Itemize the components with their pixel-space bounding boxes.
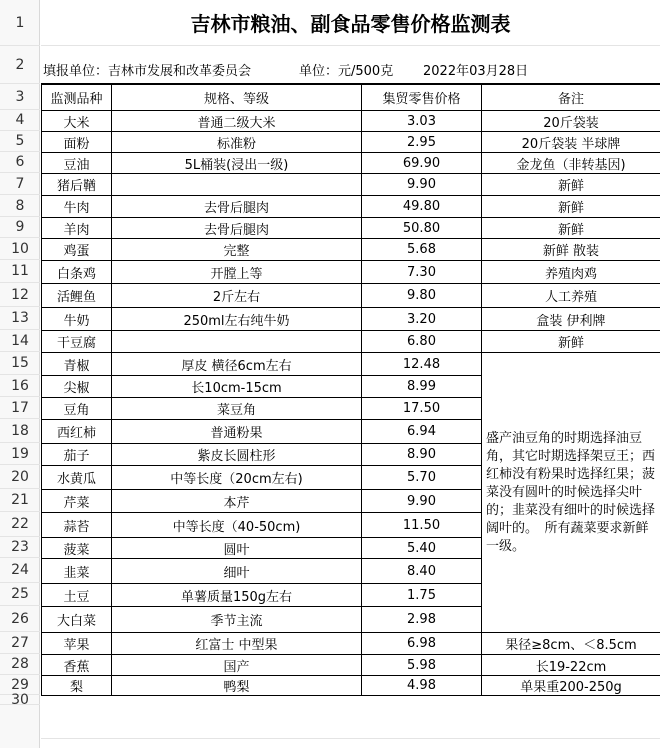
cell-price: 5.70 [362, 466, 482, 490]
row-number[interactable]: 7 [0, 173, 40, 195]
cell-spec: 完整 [112, 239, 362, 261]
page-title: 吉林市粮油、副食品零售价格监测表 [41, 0, 660, 46]
row-number[interactable]: 3 [0, 84, 40, 110]
header-note: 备注 [482, 85, 660, 111]
price-unit: 单位：元/500克 [299, 64, 394, 79]
row-number[interactable]: 2 [0, 46, 40, 84]
cell-spec: 2斤左右 [112, 284, 362, 308]
cell-price: 50.80 [362, 218, 482, 239]
row-number[interactable]: 6 [0, 152, 40, 173]
cell-price: 7.30 [362, 261, 482, 284]
cell-price: 8.40 [362, 559, 482, 584]
cell-price: 49.80 [362, 196, 482, 218]
table-row [42, 655, 660, 676]
cell-item: 芹菜 [42, 490, 112, 513]
cell-spec: 长10cm-15cm [112, 376, 362, 398]
table-row [42, 132, 660, 153]
cell-spec: 紫皮长圆柱形 [112, 444, 362, 466]
row-number[interactable]: 23 [0, 537, 40, 558]
row-number[interactable]: 16 [0, 375, 40, 397]
row-number[interactable]: 22 [0, 512, 40, 537]
cell-note: 果径≥8cm、＜8.5cm [482, 633, 660, 655]
cell-item: 豆角 [42, 398, 112, 420]
cell-price: 3.03 [362, 111, 482, 132]
table-row [42, 308, 660, 331]
table-row [42, 633, 660, 655]
cell-spec: 红富士 中型果 [112, 633, 362, 655]
cell-price: 69.90 [362, 153, 482, 174]
row-number[interactable]: 5 [0, 131, 40, 152]
cell-price: 5.40 [362, 538, 482, 559]
cell-spec: 普通粉果 [112, 420, 362, 444]
table-row [42, 196, 660, 218]
empty-row [41, 738, 660, 748]
cell-spec: 中等长度（40-50cm) [112, 513, 362, 538]
spreadsheet [41, 0, 660, 748]
row-number[interactable]: 19 [0, 443, 40, 465]
cell-spec: 圆叶 [112, 538, 362, 559]
table-row [42, 153, 660, 174]
cell-item: 猪后鞧 [42, 174, 112, 196]
row-number[interactable]: 9 [0, 217, 40, 238]
cell-spec: 厚皮 横径6cm左右 [112, 353, 362, 376]
cell-note: 养殖肉鸡 [482, 261, 660, 284]
cell-note: 20斤袋装 [482, 111, 660, 132]
cell-item: 青椒 [42, 353, 112, 376]
cell-price: 2.98 [362, 607, 482, 633]
cell-spec: 菜豆角 [112, 398, 362, 420]
header-price: 集贸零售价格 [362, 85, 482, 111]
cell-price: 9.90 [362, 174, 482, 196]
cell-spec: 细叶 [112, 559, 362, 584]
cell-price: 9.80 [362, 284, 482, 308]
cell-note: 20斤袋装 半球牌 [482, 132, 660, 153]
cell-item: 羊肉 [42, 218, 112, 239]
cell-note: 新鲜 [482, 196, 660, 218]
row-number[interactable]: 18 [0, 419, 40, 443]
cell-spec: 普通二级大米 [112, 111, 362, 132]
cell-item: 韭菜 [42, 559, 112, 584]
cell-item: 大白菜 [42, 607, 112, 633]
row-number[interactable]: 11 [0, 260, 40, 283]
row-number[interactable]: 27 [0, 632, 40, 654]
row-number[interactable]: 10 [0, 238, 40, 260]
cell-item: 活鲤鱼 [42, 284, 112, 308]
cell-price: 5.68 [362, 239, 482, 261]
table-row [42, 239, 660, 261]
cell-item: 香蕉 [42, 655, 112, 676]
table-row [42, 111, 660, 132]
cell-note: 新鲜 [482, 218, 660, 239]
header-row [42, 85, 660, 111]
cell-spec [112, 174, 362, 196]
cell-price: 2.95 [362, 132, 482, 153]
cell-item: 西红柿 [42, 420, 112, 444]
cell-spec: 250ml左右纯牛奶 [112, 308, 362, 331]
cell-item: 土豆 [42, 584, 112, 607]
cell-item: 鸡蛋 [42, 239, 112, 261]
row-number[interactable]: 29 [0, 675, 40, 695]
cell-spec: 国产 [112, 655, 362, 676]
cell-price: 11.50 [362, 513, 482, 538]
cell-item: 面粉 [42, 132, 112, 153]
cell-note: 新鲜 [482, 331, 660, 353]
cell-item: 尖椒 [42, 376, 112, 398]
row-number[interactable]: 4 [0, 110, 40, 131]
header-spec: 规格、等级 [112, 85, 362, 111]
table-row [42, 676, 660, 696]
row-number[interactable]: 30 [0, 695, 40, 705]
row-number[interactable]: 20 [0, 465, 40, 489]
table-row [42, 331, 660, 353]
cell-note: 新鲜 散装 [482, 239, 660, 261]
cell-price: 1.75 [362, 584, 482, 607]
row-number[interactable]: 25 [0, 583, 40, 606]
report-date: 2022年03月28日 [423, 64, 529, 79]
table-row [42, 353, 660, 376]
cell-spec: 鸭梨 [112, 676, 362, 696]
cell-item: 菠菜 [42, 538, 112, 559]
row-number[interactable]: 8 [0, 195, 40, 217]
cell-note: 新鲜 [482, 174, 660, 196]
cell-price: 6.94 [362, 420, 482, 444]
cell-spec: 单薯质量150g左右 [112, 584, 362, 607]
cell-item: 牛奶 [42, 308, 112, 331]
cell-item: 白条鸡 [42, 261, 112, 284]
cell-item: 豆油 [42, 153, 112, 174]
cell-spec: 标准粉 [112, 132, 362, 153]
cell-price: 8.90 [362, 444, 482, 466]
table-row [42, 284, 660, 308]
row-number[interactable]: 13 [0, 307, 40, 330]
cell-price: 3.20 [362, 308, 482, 331]
row-number[interactable]: 24 [0, 558, 40, 583]
cell-price: 12.48 [362, 353, 482, 376]
cell-price: 6.80 [362, 331, 482, 353]
cell-item: 干豆腐 [42, 331, 112, 353]
cell-spec: 去骨后腿肉 [112, 218, 362, 239]
row-number[interactable]: 12 [0, 283, 40, 307]
cell-price: 8.99 [362, 376, 482, 398]
cell-price: 6.98 [362, 633, 482, 655]
table-row [42, 174, 660, 196]
cell-spec: 5L桶装(浸出一级) [112, 153, 362, 174]
cell-note: 盒装 伊利牌 [482, 308, 660, 331]
row-number[interactable]: 21 [0, 489, 40, 512]
cell-spec [112, 331, 362, 353]
table-row [42, 218, 660, 239]
cell-spec: 开膛上等 [112, 261, 362, 284]
cell-item: 大米 [42, 111, 112, 132]
cell-item: 水黄瓜 [42, 466, 112, 490]
row-number[interactable]: 15 [0, 352, 40, 375]
cell-item: 苹果 [42, 633, 112, 655]
table-row [42, 261, 660, 284]
cell-item: 茄子 [42, 444, 112, 466]
row-number[interactable]: 1 [0, 0, 40, 46]
cell-price: 17.50 [362, 398, 482, 420]
cell-spec: 季节主流 [112, 607, 362, 633]
cell-veg-note: 盛产油豆角的时期选择油豆角，其它时期选择架豆王；西红柿没有粉果时选择红果；菠菜没有圆叶的时候选择尖叶的；韭菜没有细叶的时候选择阔叶的。 所有蔬菜要求新鲜一级。 [482, 353, 660, 633]
cell-note: 金龙鱼（非转基因) [482, 153, 660, 174]
cell-item: 蒜苔 [42, 513, 112, 538]
header-item: 监测品种 [42, 85, 112, 111]
cell-item: 牛肉 [42, 196, 112, 218]
meta-row [41, 46, 660, 84]
cell-note: 长19-22cm [482, 655, 660, 676]
row-number[interactable]: 26 [0, 606, 40, 632]
cell-spec: 本芹 [112, 490, 362, 513]
row-number[interactable]: 17 [0, 397, 40, 419]
cell-item: 梨 [42, 676, 112, 696]
row-number[interactable]: 14 [0, 330, 40, 352]
price-table [41, 84, 660, 696]
cell-price: 5.98 [362, 655, 482, 676]
cell-note: 单果重200-250g [482, 676, 660, 696]
cell-price: 4.98 [362, 676, 482, 696]
cell-note: 人工养殖 [482, 284, 660, 308]
reporting-unit: 填报单位：吉林市发展和改革委员会 [43, 64, 252, 79]
row-number[interactable]: 28 [0, 654, 40, 675]
cell-spec: 去骨后腿肉 [112, 196, 362, 218]
cell-spec: 中等长度（20cm左右) [112, 466, 362, 490]
cell-price: 9.90 [362, 490, 482, 513]
